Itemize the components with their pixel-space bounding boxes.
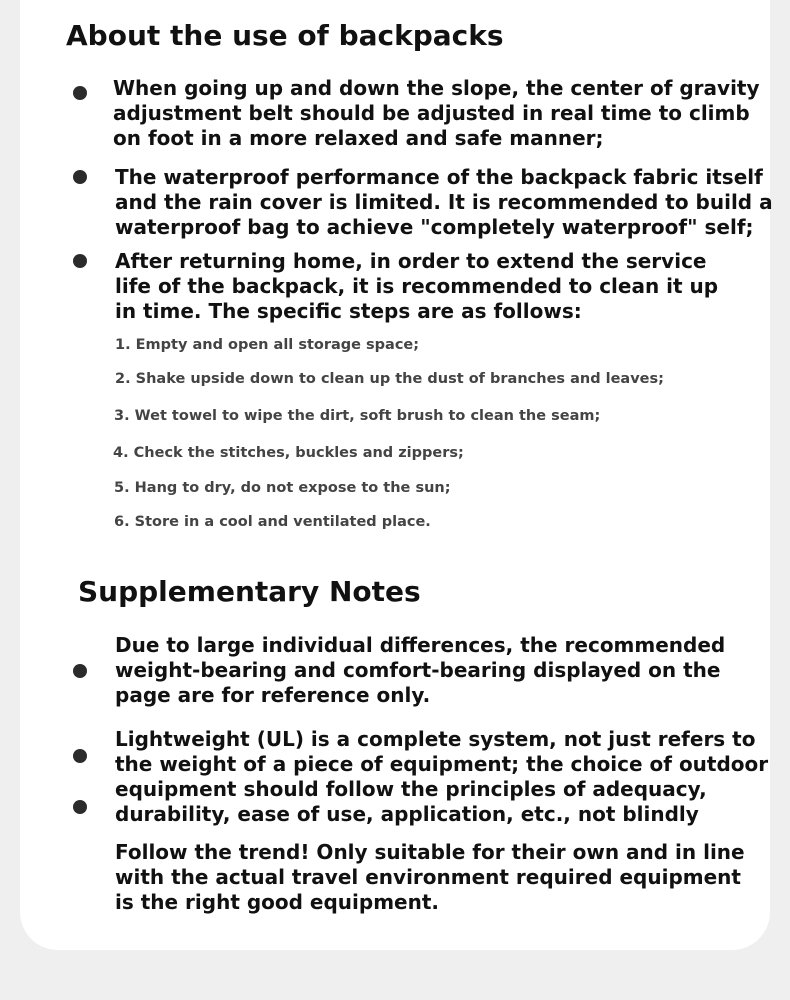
section-title-backpack-use: About the use of backpacks [66, 19, 504, 52]
cleaning-step: 4. Check the stitches, buckles and zippers; [113, 445, 464, 461]
bullet-cleaning-text: After returning home, in order to extend the service life of the backpack, it is recommended to clean it up in time. The specific steps are as follows: [115, 249, 719, 323]
section-title-supplementary-notes: Supplementary Notes [78, 575, 421, 608]
bullet-dot [73, 800, 87, 814]
bullet-dot [73, 86, 87, 100]
bullet-dot [73, 749, 87, 763]
bullet-waterproof-text: The waterproof performance of the backpack fabric itself and the rain cover is limited. It is recommended to build a waterproof bag to achieve "completely waterproof" self; [115, 165, 773, 239]
bullet-dot [73, 664, 87, 678]
bullet-dot [73, 170, 87, 184]
cleaning-step: 3. Wet towel to wipe the dirt, soft brush to clean the seam; [114, 408, 601, 424]
bullet-dot [73, 254, 87, 268]
note-follow-trend-text: Follow the trend! Only suitable for their own and in line with the actual travel environment required equipment is the right good equipment. [115, 840, 745, 914]
note-lightweight-text: Lightweight (UL) is a complete system, not just refers to the weight of a piece of equipment; the choice of outdoor equipment should follow the principles of adequacy, durability, ease of use, application, etc., not blindly [115, 727, 769, 826]
note-individual-differences-text: Due to large individual differences, the recommended weight-bearing and comfort-bearing displayed on the page are for reference only. [115, 633, 726, 707]
cleaning-step: 2. Shake upside down to clean up the dust of branches and leaves; [115, 371, 664, 387]
cleaning-step: 5. Hang to dry, do not expose to the sun; [114, 480, 451, 496]
cleaning-step: 6. Store in a cool and ventilated place. [114, 514, 431, 530]
bullet-slope-text: When going up and down the slope, the center of gravity adjustment belt should be adjusted in real time to climb on foot in a more relaxed and safe manner; [113, 76, 760, 150]
cleaning-step: 1. Empty and open all storage space; [115, 337, 420, 353]
